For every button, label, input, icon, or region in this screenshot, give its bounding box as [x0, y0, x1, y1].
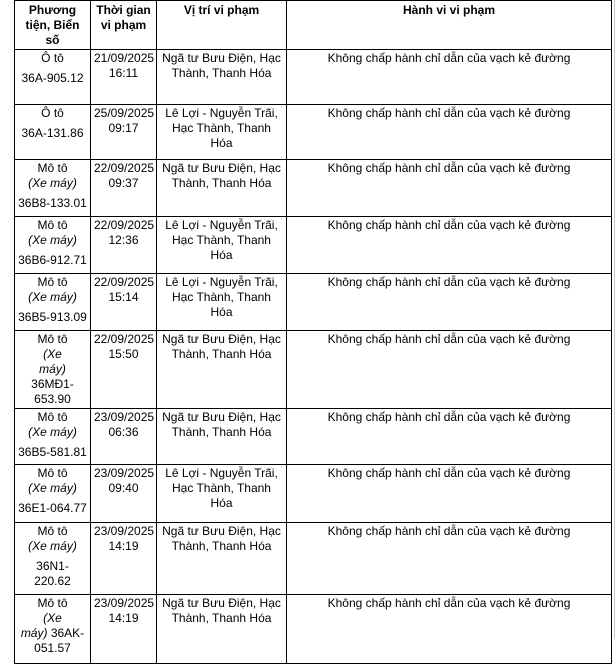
violation-cell: Không chấp hành chỉ dẫn của vạch kẻ đường [287, 523, 612, 595]
vehicle-cell [15, 331, 91, 409]
vehicle-type: Mô tô [37, 466, 68, 480]
table-row [15, 160, 612, 217]
violation-time: 12:36 [108, 233, 139, 247]
license-plate: 36E1-064.77 [18, 501, 87, 515]
location-cell: Lê Lợi - Nguyễn Trãi, Hạc Thành, Thanh Hóa [157, 274, 287, 331]
location-cell: Ngã tư Bưu Điện, Hạc Thành, Thanh Hóa [157, 595, 287, 664]
vehicle-subtype-cont: máy) [39, 362, 66, 376]
location-cell: Ngã tư Bưu Điện, Hạc Thành, Thanh Hóa [157, 523, 287, 595]
license-plate: 36A-131.86 [21, 126, 84, 140]
violation-cell: Không chấp hành chỉ dẫn của vạch kẻ đường [287, 595, 612, 664]
table-row [15, 465, 612, 523]
table-row [15, 409, 612, 465]
violation-time: 16:11 [108, 66, 139, 80]
header-violation: Hành vi vi phạm [287, 1, 612, 50]
vehicle-subtype: (Xe máy) [28, 425, 77, 439]
header-location: Vị trí vi phạm [157, 1, 287, 50]
violation-cell: Không chấp hành chỉ dẫn của vạch kẻ đường [287, 50, 612, 105]
vehicle-type: Ô tô [41, 51, 64, 65]
violation-date: 23/09/2025 [94, 466, 155, 480]
license-plate: 36B6-912.71 [18, 253, 87, 267]
vehicle-cell [15, 217, 91, 274]
vehicle-cell [15, 409, 91, 465]
violation-time: 06:36 [108, 425, 139, 439]
time-cell [91, 105, 157, 160]
license-plate: 36B5-581.81 [18, 445, 87, 459]
time-cell [91, 331, 157, 409]
violation-time: 14:19 [108, 539, 139, 553]
license-plate: 36AK- [50, 626, 85, 640]
header-time: Thời gian vi phạm [91, 1, 157, 50]
violation-date: 21/09/2025 [94, 51, 155, 65]
violation-date: 23/09/2025 [94, 524, 155, 538]
license-plate-cont: 653.90 [34, 392, 71, 406]
vehicle-cell [15, 105, 91, 160]
vehicle-type: Mô tô [37, 524, 68, 538]
location-cell: Lê Lợi - Nguyễn Trãi, Hạc Thành, Thanh Hóa [157, 217, 287, 274]
violation-time: 09:17 [108, 121, 139, 135]
license-plate-cont: 220.62 [34, 574, 71, 588]
license-plate-cont: 051.57 [34, 641, 71, 655]
violation-time: 15:14 [108, 290, 139, 304]
vehicle-type: Mô tô [37, 410, 68, 424]
vehicle-subtype-cont: máy) [20, 626, 48, 640]
violation-date: 22/09/2025 [94, 161, 155, 175]
vehicle-subtype: (Xe máy) [28, 481, 77, 495]
vehicle-type: Mô tô [37, 218, 68, 232]
location-cell: Ngã tư Bưu Điện, Hạc Thành, Thanh Hóa [157, 50, 287, 105]
vehicle-cell [15, 274, 91, 331]
table-row [15, 105, 612, 160]
vehicle-type: Mô tô [37, 332, 68, 346]
vehicle-subtype: (Xe máy) [28, 290, 77, 304]
violation-date: 25/09/2025 [94, 106, 155, 120]
violation-date: 22/09/2025 [94, 275, 155, 289]
vehicle-type: Mô tô [37, 275, 68, 289]
location-cell: Lê Lợi - Nguyễn Trãi, Hạc Thành, Thanh Hóa [157, 105, 287, 160]
location-cell: Ngã tư Bưu Điện, Hạc Thành, Thanh Hóa [157, 409, 287, 465]
vehicle-subtype: (Xe [43, 611, 62, 625]
vehicle-cell [15, 160, 91, 217]
violation-date: 23/09/2025 [94, 410, 155, 424]
license-plate: 36B5-913.09 [18, 310, 87, 324]
time-cell [91, 160, 157, 217]
time-cell [91, 274, 157, 331]
time-cell [91, 523, 157, 595]
license-plate: 36A-905.12 [21, 71, 84, 85]
time-cell [91, 465, 157, 523]
violation-date: 22/09/2025 [94, 332, 155, 346]
time-cell [91, 595, 157, 664]
table-header-row [15, 1, 612, 50]
violation-time: 09:40 [108, 481, 139, 495]
table-row [15, 217, 612, 274]
vehicle-cell [15, 465, 91, 523]
table-row [15, 331, 612, 409]
violation-date: 22/09/2025 [94, 218, 155, 232]
time-cell [91, 217, 157, 274]
vehicle-cell [15, 523, 91, 595]
license-plate: 36N1- [36, 559, 69, 573]
violation-cell: Không chấp hành chỉ dẫn của vạch kẻ đường [287, 465, 612, 523]
violation-time: 15:50 [108, 347, 139, 361]
vehicle-subtype: (Xe [43, 347, 62, 361]
location-cell: Ngã tư Bưu Điện, Hạc Thành, Thanh Hóa [157, 160, 287, 217]
vehicle-type: Ô tô [41, 106, 64, 120]
table-row [15, 595, 612, 664]
violation-time: 14:19 [108, 611, 139, 625]
vehicle-cell [15, 50, 91, 105]
time-cell [91, 409, 157, 465]
vehicle-type: Mô tô [37, 161, 68, 175]
vehicle-subtype: (Xe máy) [28, 539, 77, 553]
license-plate: 36MĐ1- [31, 377, 74, 391]
header-vehicle: Phương tiện, Biển số [15, 1, 91, 50]
violation-cell: Không chấp hành chỉ dẫn của vạch kẻ đường [287, 331, 612, 409]
location-cell: Lê Lợi - Nguyễn Trãi, Hạc Thành, Thanh Hóa [157, 465, 287, 523]
location-cell: Ngã tư Bưu Điện, Hạc Thành, Thanh Hóa [157, 331, 287, 409]
violation-cell: Không chấp hành chỉ dẫn của vạch kẻ đường [287, 217, 612, 274]
violation-cell: Không chấp hành chỉ dẫn của vạch kẻ đường [287, 409, 612, 465]
vehicle-type: Mô tô [37, 596, 68, 610]
page-edge [614, 0, 615, 639]
violation-cell: Không chấp hành chỉ dẫn của vạch kẻ đường [287, 160, 612, 217]
violation-time: 09:37 [108, 176, 139, 190]
vehicle-subtype: (Xe máy) [28, 233, 77, 247]
violation-date: 23/09/2025 [94, 596, 155, 610]
table-row [15, 523, 612, 595]
table-row [15, 50, 612, 105]
vehicle-subtype: (Xe máy) [28, 176, 77, 190]
violations-table [14, 0, 612, 664]
violation-cell: Không chấp hành chỉ dẫn của vạch kẻ đường [287, 105, 612, 160]
license-plate: 36B8-133.01 [18, 196, 87, 210]
table-row [15, 274, 612, 331]
time-cell [91, 50, 157, 105]
violation-cell: Không chấp hành chỉ dẫn của vạch kẻ đường [287, 274, 612, 331]
vehicle-cell [15, 595, 91, 664]
